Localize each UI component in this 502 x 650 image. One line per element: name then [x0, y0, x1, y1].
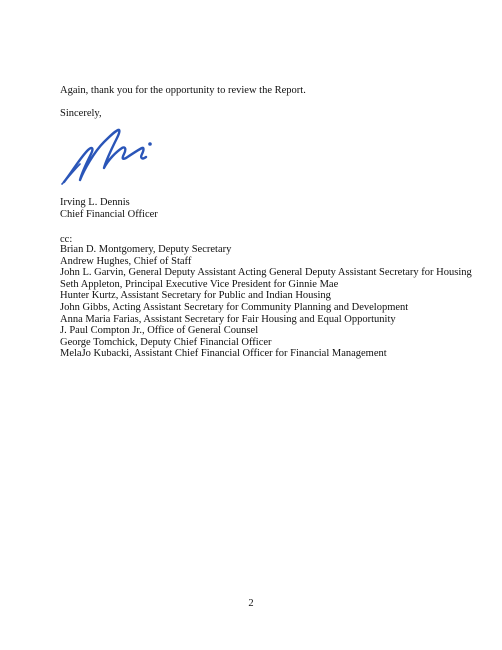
- cc-recipient: Seth Appleton, Principal Executive Vice President for Ginnie Mae: [60, 278, 339, 290]
- cc-recipient: J. Paul Compton Jr., Office of General Counsel: [60, 325, 259, 337]
- cc-recipient-list: [60, 244, 472, 360]
- cc-recipient: John L. Garvin, General Deputy Assistant Acting General Deputy Assistant Secretary for Housing: [60, 267, 472, 279]
- cc-recipient: George Tomchick, Deputy Chief Financial Officer: [60, 336, 272, 348]
- cc-recipient: John Gibbs, Acting Assistant Secretary for Community Planning and Development: [60, 301, 409, 313]
- signatory-title: Chief Financial Officer: [60, 209, 158, 220]
- cc-recipient: Andrew Hughes, Chief of Staff: [60, 255, 192, 267]
- cc-recipient: Hunter Kurtz, Assistant Secretary for Public and Indian Housing: [60, 290, 331, 302]
- cc-label: cc:: [60, 234, 73, 245]
- handwritten-signature: [58, 124, 168, 190]
- page-number: 2: [248, 598, 254, 609]
- closing-remark: Again, thank you for the opportunity to review the Report.: [60, 85, 306, 96]
- signatory-name: Irving L. Dennis: [60, 197, 130, 208]
- cc-recipient: MelaJo Kubacki, Assistant Chief Financial Officer for Financial Management: [60, 348, 387, 360]
- cc-recipient: Brian D. Montgomery, Deputy Secretary: [60, 244, 232, 255]
- valediction: Sincerely,: [60, 108, 102, 119]
- cc-recipient: Anna Maria Farias, Assistant Secretary for Fair Housing and Equal Opportunity: [60, 313, 396, 325]
